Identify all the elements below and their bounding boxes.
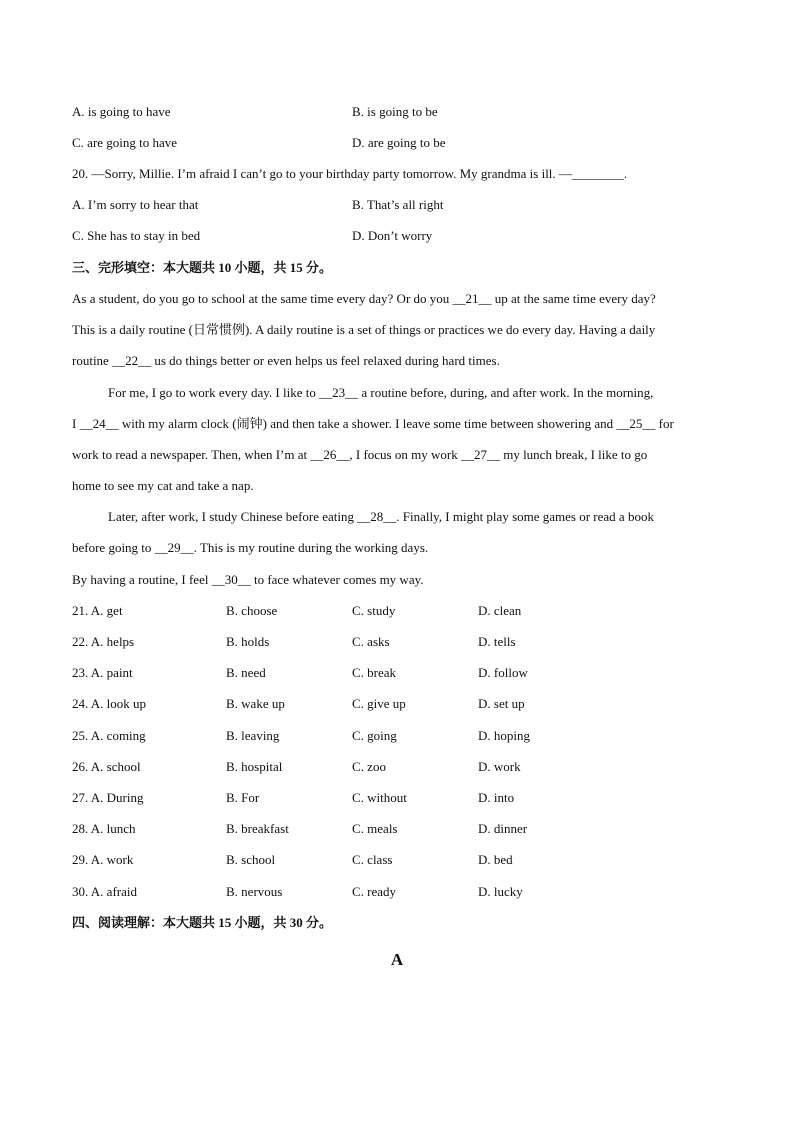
q20-option-a: A. I’m sorry to hear that <box>72 197 199 212</box>
q20-option-b: B. That’s all right <box>352 197 444 212</box>
choice-d: D. dinner <box>478 821 528 836</box>
choice-a: 21. A. get <box>72 603 123 618</box>
choice-c: C. study <box>352 603 396 618</box>
q19-option-d: D. are going to be <box>352 135 446 150</box>
q20-stem: 20. —Sorry, Millie. I’m afraid I can’t go to your birthday party tomorrow. My grandma is ill. —________. <box>72 166 628 181</box>
choice-d: D. into <box>478 790 515 805</box>
choice-c: C. break <box>352 665 397 680</box>
choice-a: 28. A. lunch <box>72 821 136 836</box>
choice-d: D. hoping <box>478 728 530 743</box>
choice-b: B. nervous <box>226 884 283 899</box>
section3-title: 三、完形填空：本大题共 10 小题，共 15 分。 <box>72 260 333 275</box>
choice-d: D. lucky <box>478 884 523 899</box>
q19-option-b: B. is going to be <box>352 104 438 119</box>
passage-line-3: routine __22__ us do things better or even helps us feel relaxed during hard times. <box>72 353 500 368</box>
passage-line-10: By having a routine, I feel __30__ to face whatever comes my way. <box>72 572 424 587</box>
passage-line-8: Later, after work, I study Chinese before eating __28__. Finally, I might play some games or read a book <box>108 509 654 524</box>
choice-a: 24. A. look up <box>72 696 147 711</box>
choice-b: B. For <box>226 790 260 805</box>
q19-option-c: C. are going to have <box>72 135 178 150</box>
choice-b: B. hospital <box>226 759 283 774</box>
passage-line-2: This is a daily routine (日常惯例). A daily routine is a set of things or practices we do every day. Having a daily <box>72 322 656 337</box>
choice-a: 29. A. work <box>72 852 134 867</box>
choice-d: D. tells <box>478 634 516 649</box>
choice-c: C. asks <box>352 634 390 649</box>
choice-c: C. going <box>352 728 397 743</box>
choice-d: D. work <box>478 759 521 774</box>
choice-d: D. set up <box>478 696 525 711</box>
passage-line-4: For me, I go to work every day. I like to __23__ a routine before, during, and after work. In the morning, <box>108 385 654 400</box>
passage-a-title: A <box>390 950 404 969</box>
choice-a: 27. A. During <box>72 790 144 805</box>
choice-b: B. holds <box>226 634 270 649</box>
choice-c: C. zoo <box>352 759 386 774</box>
choice-c: C. without <box>352 790 407 805</box>
choice-b: B. choose <box>226 603 278 618</box>
choice-d: D. clean <box>478 603 522 618</box>
choice-c: C. meals <box>352 821 398 836</box>
q20-option-c: C. She has to stay in bed <box>72 228 201 243</box>
choice-a: 22. A. helps <box>72 634 135 649</box>
choice-b: B. school <box>226 852 276 867</box>
choice-c: C. ready <box>352 884 397 899</box>
choice-a: 30. A. afraid <box>72 884 137 899</box>
choice-a: 25. A. coming <box>72 728 146 743</box>
choice-b: B. need <box>226 665 266 680</box>
choice-b: B. wake up <box>226 696 285 711</box>
choice-c: C. give up <box>352 696 406 711</box>
choice-a: 26. A. school <box>72 759 141 774</box>
choice-d: D. bed <box>478 852 513 867</box>
section4-title: 四、阅读理解：本大题共 15 小题，共 30 分。 <box>72 915 333 930</box>
passage-line-6: work to read a newspaper. Then, when I’m at __26__, I focus on my work __27__ my lunch break, I like to go <box>72 447 648 462</box>
choice-a: 23. A. paint <box>72 665 133 680</box>
choice-c: C. class <box>352 852 393 867</box>
q20-option-d: D. Don’t worry <box>352 228 433 243</box>
passage-line-5: I __24__ with my alarm clock (闹钟) and then take a shower. I leave some time between showering and __25__ for <box>72 416 674 431</box>
choice-b: B. breakfast <box>226 821 289 836</box>
passage-line-7: home to see my cat and take a nap. <box>72 478 254 493</box>
q19-option-a: A. is going to have <box>72 104 171 119</box>
passage-line-9: before going to __29__. This is my routine during the working days. <box>72 540 429 555</box>
choice-d: D. follow <box>478 665 528 680</box>
passage-line-1: As a student, do you go to school at the same time every day? Or do you __21__ up at the same time every day? <box>72 291 656 306</box>
choice-b: B. leaving <box>226 728 280 743</box>
